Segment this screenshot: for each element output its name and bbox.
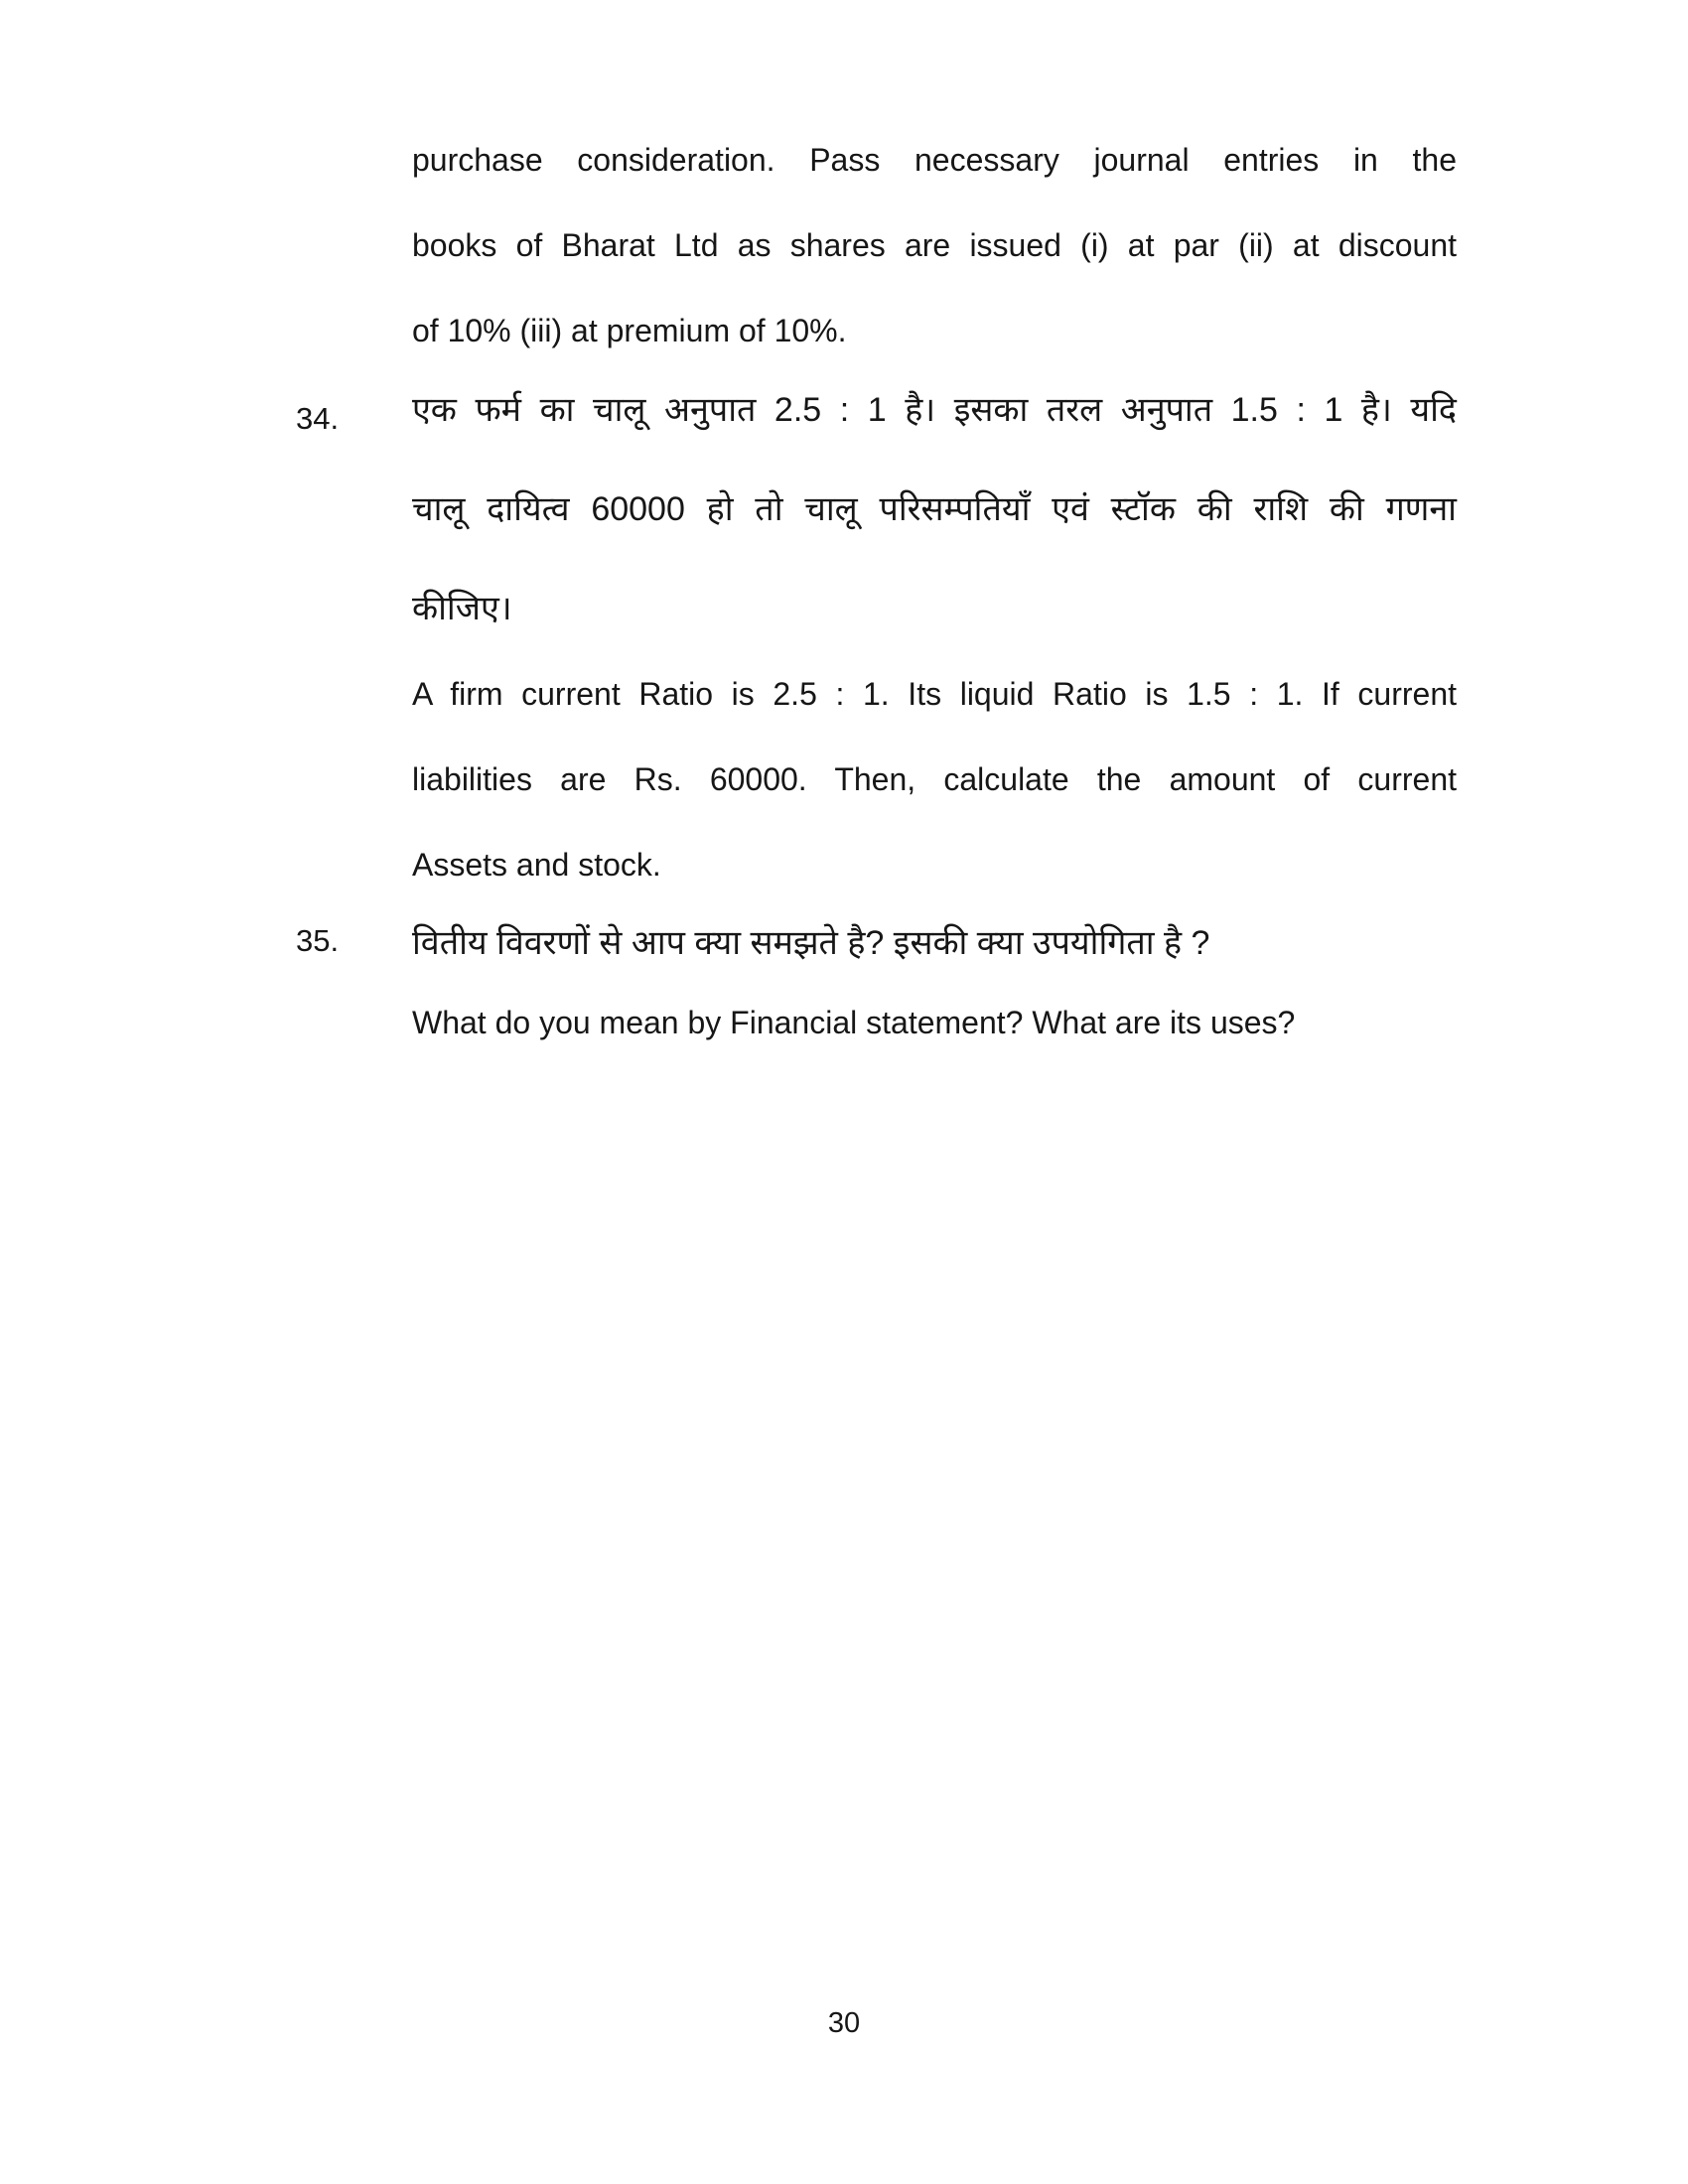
question-34-hindi-line: कीजिए। <box>412 590 512 627</box>
intro-line: books of Bharat Ltd as shares are issued (i) at par (ii) at discount <box>412 227 1457 263</box>
intro-line: purchase consideration. Pass necessary journal entries in the <box>412 142 1457 178</box>
question-34-number: 34. <box>296 401 340 436</box>
question-34-english-line: Assets and stock. <box>412 847 661 883</box>
question-34-english-line: liabilities are Rs. 60000. Then, calculate the amount of current <box>412 761 1457 797</box>
question-34-english-line: A firm current Ratio is 2.5 : 1. Its liquid Ratio is 1.5 : 1. If current <box>412 676 1457 712</box>
question-35-hindi-text <box>412 911 1457 975</box>
question-34-hindi-text <box>412 360 1457 658</box>
question-35-number: 35. <box>296 923 340 958</box>
question-35-english-text <box>412 991 1457 1054</box>
question-34-hindi-line: एक फर्म का चालू अनुपात 2.5 : 1 है। इसका तरल अनुपात 1.5 : 1 है। यदि <box>412 391 1457 429</box>
intro-line: of 10% (iii) at premium of 10%. <box>412 313 847 348</box>
question-34-english-text <box>412 651 1457 907</box>
intro-paragraph <box>412 117 1457 373</box>
question-35-hindi-line: वितीय विवरणों से आप क्या समझते है? इसकी क्या उपयोगिता है ? <box>412 924 1210 962</box>
page-number: 30 <box>827 2007 861 2039</box>
question-35-english-line: What do you mean by Financial statement? What are its uses? <box>412 1005 1296 1040</box>
question-34-hindi-line: चालू दायित्व 60000 हो तो चालू परिसम्पतियाँ एवं स्टॉक की राशि की गणना <box>412 490 1457 528</box>
